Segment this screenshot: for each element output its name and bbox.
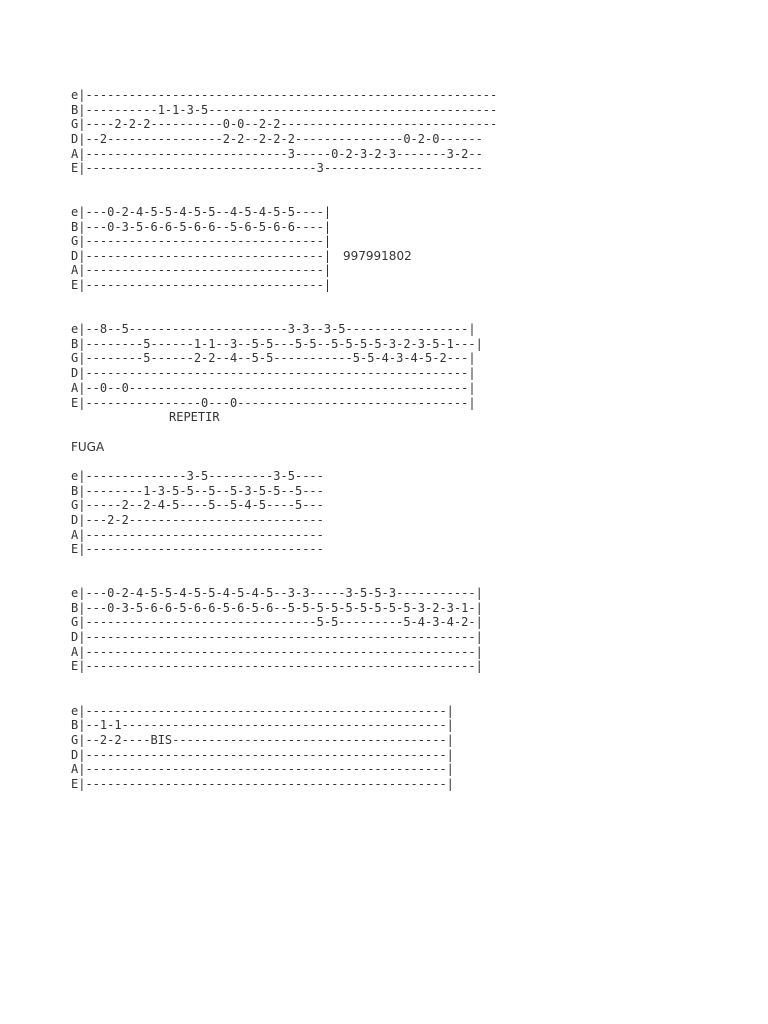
tab-line-B: B|--------1-3-5-5--5--5-3-5-5--5--- (71, 484, 324, 498)
repetir-label: REPETIR (169, 410, 220, 424)
tab-line-D: D|--2----------------2-2--2-2-2---------------0-2-0------ (71, 132, 483, 146)
tab-line-E: E|----------------0---0--------------------------------| (71, 396, 476, 410)
tab-line-B: B|---0-3-5-6-6-5-6-6-5-6-5-6--5-5-5-5-5-5-5-5-5-3-2-3-1-| (71, 601, 483, 615)
tab-line-D: D|-----------------------------------------------------| (71, 366, 476, 380)
tab-line-E: E|------------------------------------------------------| (71, 659, 483, 673)
tab-line-E: E|--------------------------------------------------| (71, 777, 454, 791)
tab-line-D: D|---------------------------------| (71, 249, 332, 263)
tab-line-e: e|---0-2-4-5-5-4-5-5--4-5-4-5-5----| (71, 205, 332, 219)
tab-line-B: B|--1-1---------------------------------------------| (71, 718, 454, 732)
tab-line-G: G|--------------------------------5-5---------5-4-3-4-2-| (71, 615, 483, 629)
tab-line-B: B|---0-3-5-6-6-5-6-6--5-6-5-6-6----| (71, 220, 332, 234)
tab-line-G: G|---------------------------------| (71, 234, 332, 248)
tab-line-A: A|--0--0-----------------------------------------------| (71, 381, 476, 395)
tab-line-A: A|----------------------------3-----0-2-3-2-3-------3-2-- (71, 147, 483, 161)
tab-line-A: A|--------------------------------------------------| (71, 762, 454, 776)
tab-line-G: G|----2-2-2----------0-0--2-2------------------------------ (71, 117, 498, 131)
tab-line-A: A|--------------------------------- (71, 528, 324, 542)
tab-line-B: B|----------1-1-3-5---------------------------------------- (71, 103, 498, 117)
tab-line-A: A|------------------------------------------------------| (71, 645, 483, 659)
tab-line-D: D|---2-2--------------------------- (71, 513, 324, 527)
tab-line-e: e|--------------------------------------------------------- (71, 88, 498, 102)
tab-line-D: D|------------------------------------------------------| (71, 630, 483, 644)
tab-line-A: A|---------------------------------| (71, 263, 332, 277)
tab-line-E: E|--------------------------------3---------------------- (71, 161, 483, 175)
tab-line-D: D|--------------------------------------------------| (71, 748, 454, 762)
tab-line-e: e|---0-2-4-5-5-4-5-5-4-5-4-5--3-3-----3-5-5-3-----------| (71, 586, 483, 600)
tab-note: 997991802 (343, 249, 412, 263)
tab-line-G: G|--2-2----BIS--------------------------------------| (71, 733, 454, 747)
tab-line-e: e|--8--5----------------------3-3--3-5-----------------| (71, 322, 476, 336)
tab-line-G: G|--------5------2-2--4--5-5-----------5-5-4-3-4-5-2---| (71, 351, 476, 365)
tab-line-e: e|--------------------------------------------------| (71, 704, 454, 718)
tab-line-B: B|--------5------1-1--3--5-5---5-5--5-5-5-5-3-2-3-5-1---| (71, 337, 483, 351)
section-title: FUGA (71, 440, 105, 454)
tab-line-e: e|--------------3-5---------3-5---- (71, 469, 324, 483)
tab-line-G: G|-----2--2-4-5----5--5-4-5----5--- (71, 498, 324, 512)
tab-line-E: E|---------------------------------| (71, 278, 332, 292)
tab-line-E: E|--------------------------------- (71, 542, 324, 556)
